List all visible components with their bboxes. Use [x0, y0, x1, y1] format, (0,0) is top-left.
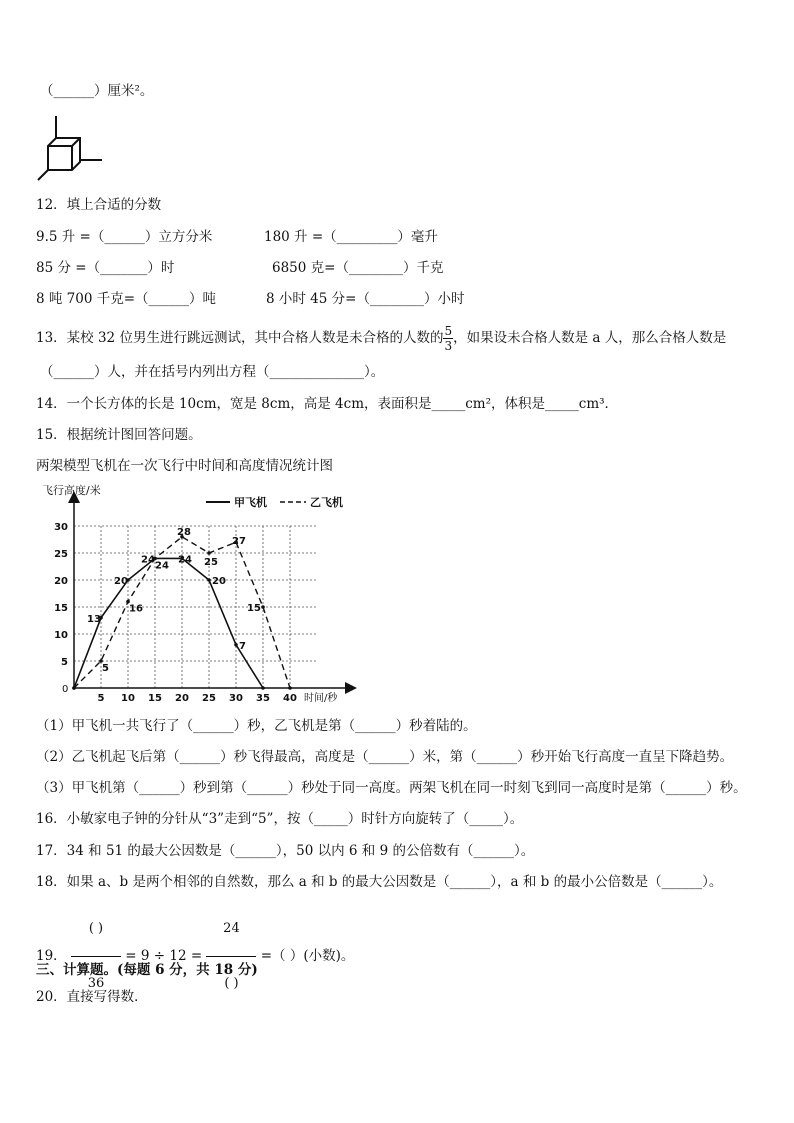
q13-line1: 13．某校 32 位男生进行跳远测试，其中合格人数是未合格的人数的 $\frac{5}{3}$ ，如果设未合格人数是 a 人，那么合格人数是 [36, 324, 727, 353]
y-tick-label: 20 [54, 576, 68, 587]
y-tick-label: 15 [54, 603, 68, 614]
line-chart [34, 482, 364, 704]
q19-fraction-1: $\frac{( )}{36}$ [71, 904, 121, 1009]
x-tick-label: 40 [283, 693, 297, 704]
series-jia-point [261, 686, 265, 690]
y-tick-label: 25 [54, 549, 68, 560]
data-label: 24 [178, 554, 192, 566]
q15-title: 15．根据统计图回答问题。 [36, 427, 202, 443]
data-label: 5 [102, 663, 109, 674]
q12-row1-left: 9.5 升 =（______）立方分米 [36, 229, 213, 245]
q18: 18．如果 a、b 是两个相邻的自然数，那么 a 和 b 的最大公因数是（______），a 和 b 的最小公倍数是（______）。 [36, 874, 723, 890]
q20: 20．直接写得数． [36, 989, 148, 1005]
q17: 17．34 和 51 的最大公因数是（______），50 以内 6 和 9 的公倍数有（______）。 [36, 843, 535, 859]
section-3-heading: 三、计算题。(每题 6 分，共 18 分) [36, 962, 258, 978]
data-label: 27 [232, 536, 246, 548]
legend-jia: 甲飞机 [234, 496, 267, 509]
data-label: 13 [87, 613, 101, 625]
data-label: 24 [141, 554, 155, 566]
x-axis-label: 时间/秒 [304, 693, 338, 704]
q13-line2: （______）人，并在括号内列出方程（______________）。 [40, 364, 385, 380]
chart-grid [74, 526, 317, 688]
q13-fraction: $\frac{5}{3}$ [444, 324, 453, 353]
data-label: 7 [239, 640, 246, 652]
series-yi-point [207, 551, 211, 555]
legend-yi: 乙飞机 [310, 496, 343, 509]
data-label: 28 [177, 526, 191, 538]
q15-sub1: （1）甲飞机一共飞行了（______）秒，乙飞机是第（______）秒着陆的。 [36, 718, 477, 734]
q15-sub3: （3）甲飞机第（______）秒到第（______）秒处于同一高度。两架飞机在同一时刻飞到同一高度时是第（______）秒。 [36, 780, 747, 796]
x-tick-label: 15 [148, 693, 162, 704]
data-label: 25 [204, 557, 218, 568]
q12-row1-right: 180 升 =（_________）毫升 [264, 229, 438, 245]
q11-answer-line: （______）厘米²。 [40, 83, 154, 99]
series-yi-point [72, 686, 76, 690]
series-yi-point [288, 686, 292, 690]
x-tick-label: 5 [97, 693, 105, 704]
series-yi-point [261, 605, 265, 609]
q12-row2-left: 85 分 =（_______）时 [36, 260, 175, 276]
x-tick-label: 10 [121, 693, 135, 704]
q12-row2-right: 6850 克=（________）千克 [272, 260, 444, 276]
q12-row3-right: 8 小时 45 分=（________）小时 [266, 291, 465, 307]
series-jia-point [234, 643, 238, 647]
y-tick-label: 30 [54, 522, 68, 533]
series-jia-point [207, 578, 211, 582]
x-tick-label: 25 [202, 693, 216, 704]
data-label: 20 [114, 576, 128, 587]
data-label: 20 [212, 576, 226, 587]
q19-fraction-2: $\frac{24}{( )}$ [206, 904, 256, 1009]
q14: 14．一个长方体的长是 10cm，宽是 8cm，高是 4cm，表面积是_____cm²，体积是_____cm³． [36, 396, 619, 412]
origin-label: 0 [62, 684, 69, 695]
q15-sub2: （2）乙飞机起飞后第（______）秒飞得最高，高度是（______）米，第（______）秒开始飞行高度一直呈下降趋势。 [36, 749, 734, 765]
q16: 16．小敏家电子钟的分针从“3”走到“5”，按（_____）时针方向旋转了（_____）。 [36, 811, 524, 827]
x-tick-label: 35 [256, 693, 270, 704]
chart-legend [206, 495, 343, 509]
data-label: 16 [129, 603, 143, 615]
data-label: 15 [247, 603, 261, 614]
q19: 19． $\frac{( )}{36}$ = 9 ÷ 12 = $\frac{24}{( )}$ =（ ）(小数)。 [36, 904, 354, 954]
x-tick-label: 20 [175, 693, 189, 704]
q12-title: 12．填上合适的分数 [36, 197, 162, 213]
chart-title: 两架模型飞机在一次飞行中时间和高度情况统计图 [36, 458, 333, 474]
y-tick-label: 5 [61, 657, 68, 668]
data-label: 24 [155, 560, 169, 572]
q12-row3-left: 8 吨 700 千克=（______）吨 [36, 291, 217, 307]
y-tick-label: 10 [54, 630, 68, 641]
x-tick-label: 30 [229, 693, 243, 704]
cube-figure [36, 114, 106, 184]
y-axis-label: 飞行高度/米 [42, 484, 101, 497]
